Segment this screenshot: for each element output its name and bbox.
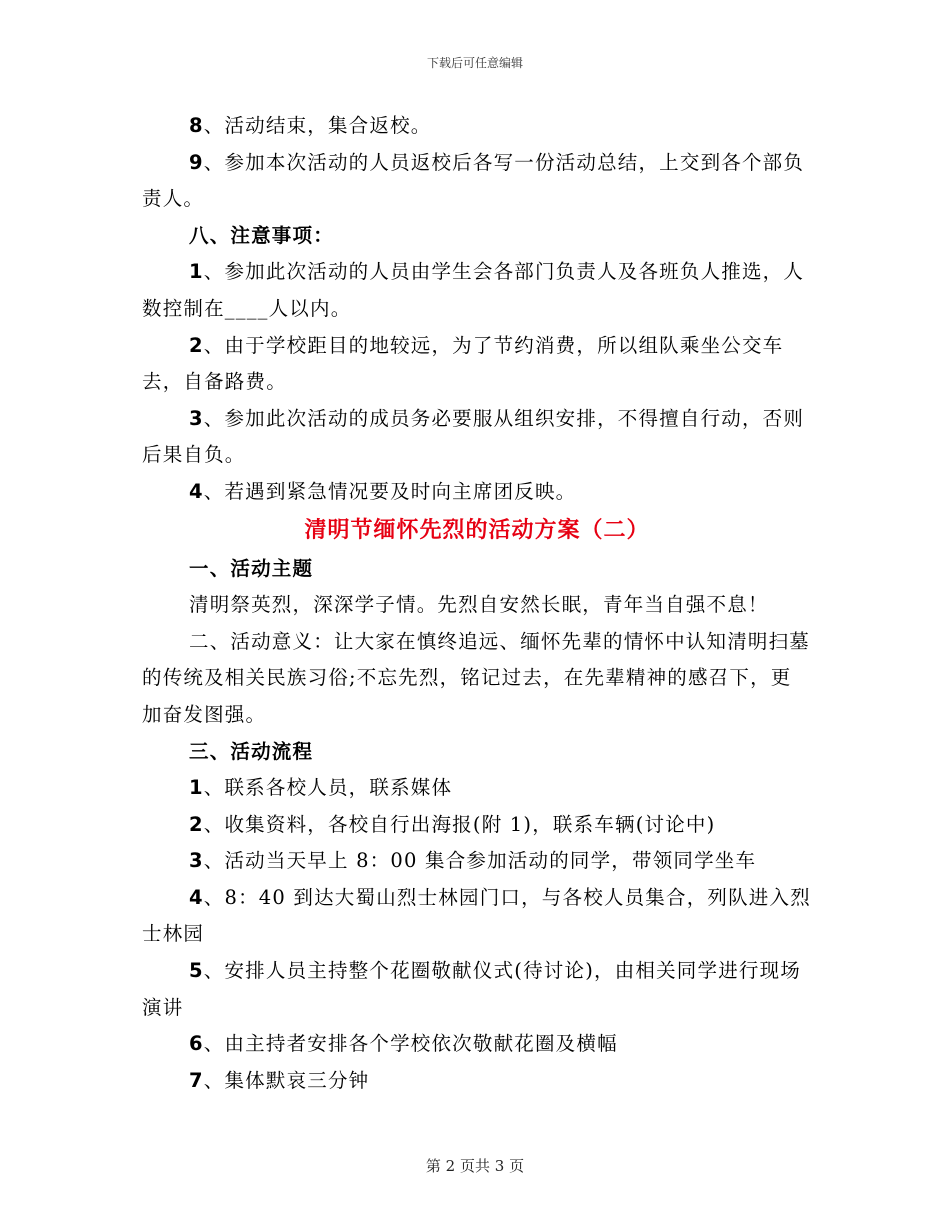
item-text: 、参加此次活动的人员由学生会各部门负责人及各班负人推选，人数控制在____人以内。	[142, 260, 805, 320]
section-heading: 八、注意事项：	[189, 223, 334, 247]
item-text: 、由于学校距目的地较远，为了节约消费，所以组队乘坐公交车去，自备路费。	[142, 333, 784, 394]
list-item	[142, 328, 812, 401]
list-item	[142, 843, 812, 880]
page-footer: 第 2 页共 3 页	[425, 1157, 525, 1175]
item-number: 4	[189, 479, 204, 503]
item-text: 、由主持者安排各个学校依次敬献花圈及横幅	[203, 1032, 618, 1056]
section-heading: 三、活动流程	[189, 739, 314, 763]
item-number: 3	[189, 849, 204, 873]
list-item	[142, 807, 812, 844]
paragraph: 二、活动意义：让大家在慎终追远、缅怀先辈的情怀中认知清明扫墓的传统及相关民族习俗;不忘先烈，铭记过去，在先辈精神的感召下，更加奋发图强。	[142, 629, 811, 726]
paragraph: 清明祭英烈，深深学子情。先烈自安然长眠，青年当自强不息！	[189, 593, 769, 617]
list-item	[142, 953, 812, 1026]
item-number: 3	[189, 406, 204, 430]
item-text: 、活动结束，集合返校。	[203, 114, 432, 137]
item-text: 、8：40 到达大蜀山烈士林园门口，与各校人员集合，列队进入烈士林园	[142, 885, 811, 946]
item-number: 9	[189, 150, 204, 174]
item-text: 、活动当天早上 8：00 集合参加活动的同学，带领同学坐车	[203, 849, 757, 873]
document-body	[142, 108, 812, 1099]
list-item	[142, 1026, 812, 1063]
list-item	[142, 1063, 812, 1100]
section-heading: 一、活动主题	[189, 556, 314, 580]
item-text: 、参加此次活动的成员务必要服从组织安排，不得擅自行动，否则后果自负。	[142, 406, 805, 467]
list-item	[142, 880, 812, 953]
list-item	[142, 108, 812, 145]
item-number: 4	[189, 885, 204, 909]
item-number: 1	[189, 260, 204, 284]
item-number: 8	[189, 114, 204, 137]
item-number: 7	[189, 1068, 204, 1092]
list-item	[142, 770, 812, 807]
item-text: 、参加本次活动的人员返校后各写一份活动总结，上交到各个部负责人。	[142, 150, 805, 211]
list-item	[142, 254, 812, 327]
page-header: 下载后可任意编辑	[426, 56, 523, 70]
item-number: 2	[189, 333, 204, 357]
section-title: 清明节缅怀先烈的活动方案（二）	[304, 517, 650, 543]
item-text: 、若遇到紧急情况要及时向主席团反映。	[203, 479, 577, 503]
item-text: 、集体默哀三分钟	[203, 1068, 370, 1092]
list-item	[142, 401, 812, 474]
item-number: 5	[189, 959, 204, 983]
item-number: 6	[189, 1032, 204, 1056]
item-text: 、收集资料，各校自行出海报(附 1)，联系车辆(讨论中)	[203, 812, 716, 836]
item-text: 、安排人员主持整个花圈敬献仪式(待讨论)，由相关同学进行现场演讲	[142, 959, 801, 1019]
list-item	[142, 145, 812, 218]
item-number: 2	[189, 812, 204, 836]
item-text: 、联系各校人员，联系媒体	[203, 776, 453, 800]
item-number: 1	[189, 776, 204, 800]
list-item	[142, 474, 812, 511]
